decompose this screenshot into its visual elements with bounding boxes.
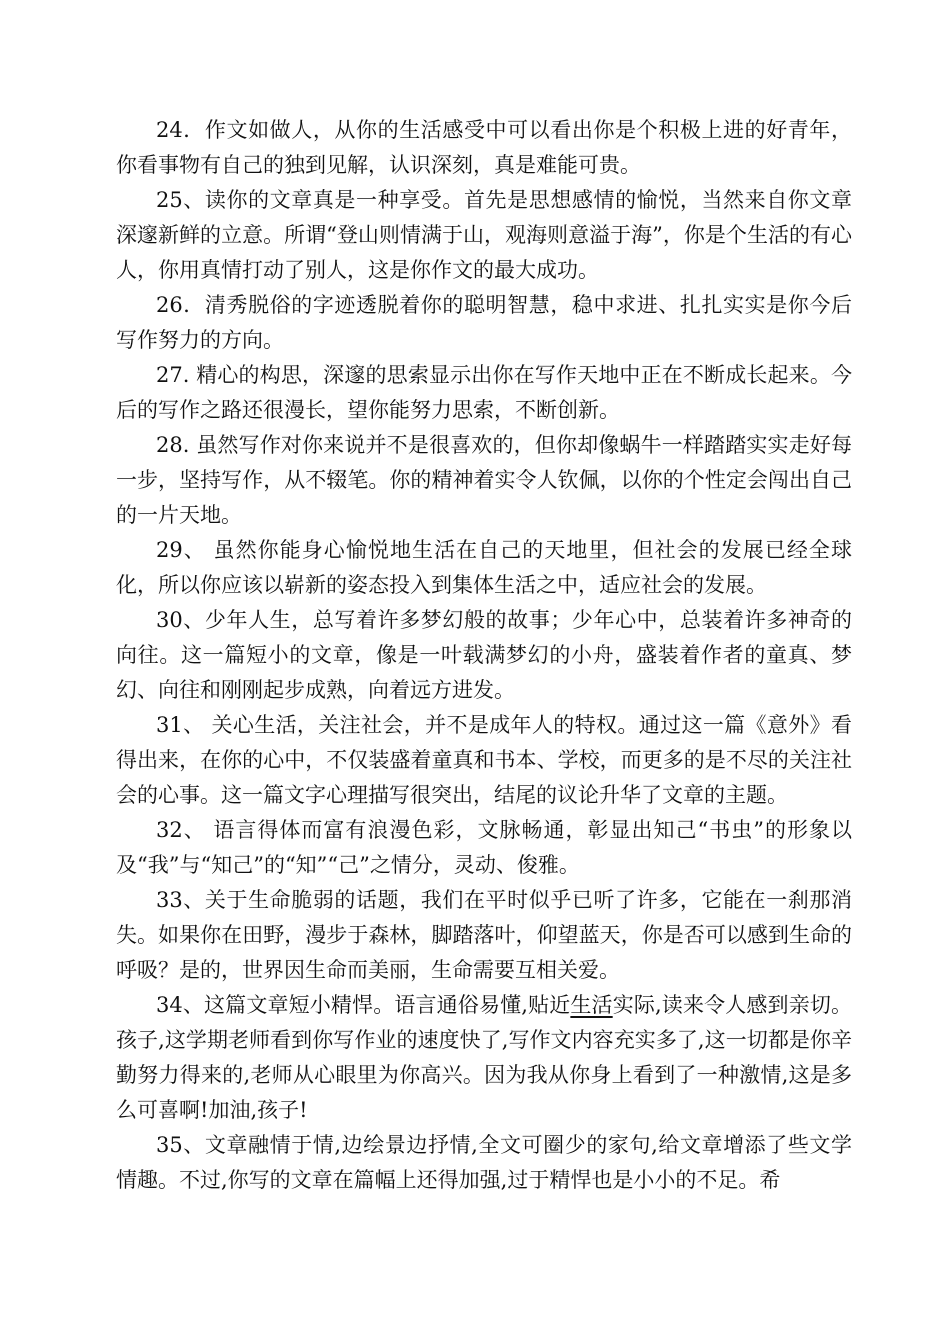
comment-paragraph-35: 35、文章融情于情,边绘景边抒情,全文可圈少的家句,给文章增添了些文学情趣。不过,你写的文章在篇幅上还得加强,过于精悍也是小小的不足。希 <box>116 1133 852 1192</box>
comment-paragraph-32: 32、 语言得体而富有浪漫色彩，文脉畅通，彰显出知己“书虫”的形象以及“我”与“知己”的“知”“己”之情分，灵动、俊雅。 <box>116 818 852 877</box>
paragraph-34-text-before: 34、这篇文章短小精悍。语言通俗易懂,贴近 <box>156 993 571 1017</box>
comment-paragraph-24: 24．作文如做人，从你的生活感受中可以看出你是个积极上进的好青年，你看事物有自己的独到见解，认识深刻，真是难能可贵。 <box>116 118 852 177</box>
comment-paragraph-33: 33、关于生命脆弱的话题，我们在平时似乎已听了许多，它能在一刹那消失。如果你在田野，漫步于森林，脚踏落叶，仰望蓝天，你是否可以感到生命的呼吸？是的，世界因生命而美丽，生命需要互相关爱。 <box>116 888 852 982</box>
document-page <box>116 113 852 1198</box>
paragraph-34-text-after: 实际,读来令人感到亲切。孩子,这学期老师看到你写作业的速度快了,写作文内容充实多了,这一切都是你辛勤努力得来的,老师从心眼里为你高兴。因为我从你身上看到了一种激情,这是多么可喜啊!加油,孩子! <box>116 993 852 1122</box>
comment-paragraph-25: 25、读你的文章真是一种享受。首先是思想感情的愉悦，当然来自你文章深邃新鲜的立意。所谓“登山则情满于山，观海则意溢于海”，你是个生活的有心人，你用真情打动了别人，这是你作文的最大成功。 <box>116 188 852 282</box>
comment-paragraph-34 <box>116 988 852 1128</box>
comment-paragraph-28: 28. 虽然写作对你来说并不是很喜欢的，但你却像蜗牛一样踏踏实实走好每一步，坚持写作，从不辍笔。你的精神着实令人钦佩，以你的个性定会闯出自己的一片天地。 <box>116 433 852 527</box>
comment-paragraph-26: 26．清秀脱俗的字迹透脱着你的聪明智慧，稳中求进、扎扎实实是你今后写作努力的方向。 <box>116 293 852 352</box>
comment-paragraph-29: 29、 虽然你能身心愉悦地生活在自己的天地里，但社会的发展已经全球化，所以你应该以崭新的姿态投入到集体生活之中，适应社会的发展。 <box>116 538 852 597</box>
comment-paragraph-27: 27. 精心的构思，深邃的思索显示出你在写作天地中正在不断成长起来。今后的写作之路还很漫长，望你能努力思索，不断创新。 <box>116 363 852 422</box>
underlined-word: 生活 <box>570 993 613 1017</box>
comment-paragraph-30: 30、少年人生，总写着许多梦幻般的故事；少年心中，总装着许多神奇的向往。这一篇短小的文章，像是一叶载满梦幻的小舟，盛装着作者的童真、梦幻、向往和刚刚起步成熟，向着远方进发。 <box>116 608 852 702</box>
comment-paragraph-31: 31、 关心生活，关注社会，并不是成年人的特权。通过这一篇《意外》看得出来，在你的心中，不仅装盛着童真和书本、学校，而更多的是不尽的关注社会的心事。这一篇文字心理描写很突出，结尾的议论升华了文章的主题。 <box>116 713 852 807</box>
